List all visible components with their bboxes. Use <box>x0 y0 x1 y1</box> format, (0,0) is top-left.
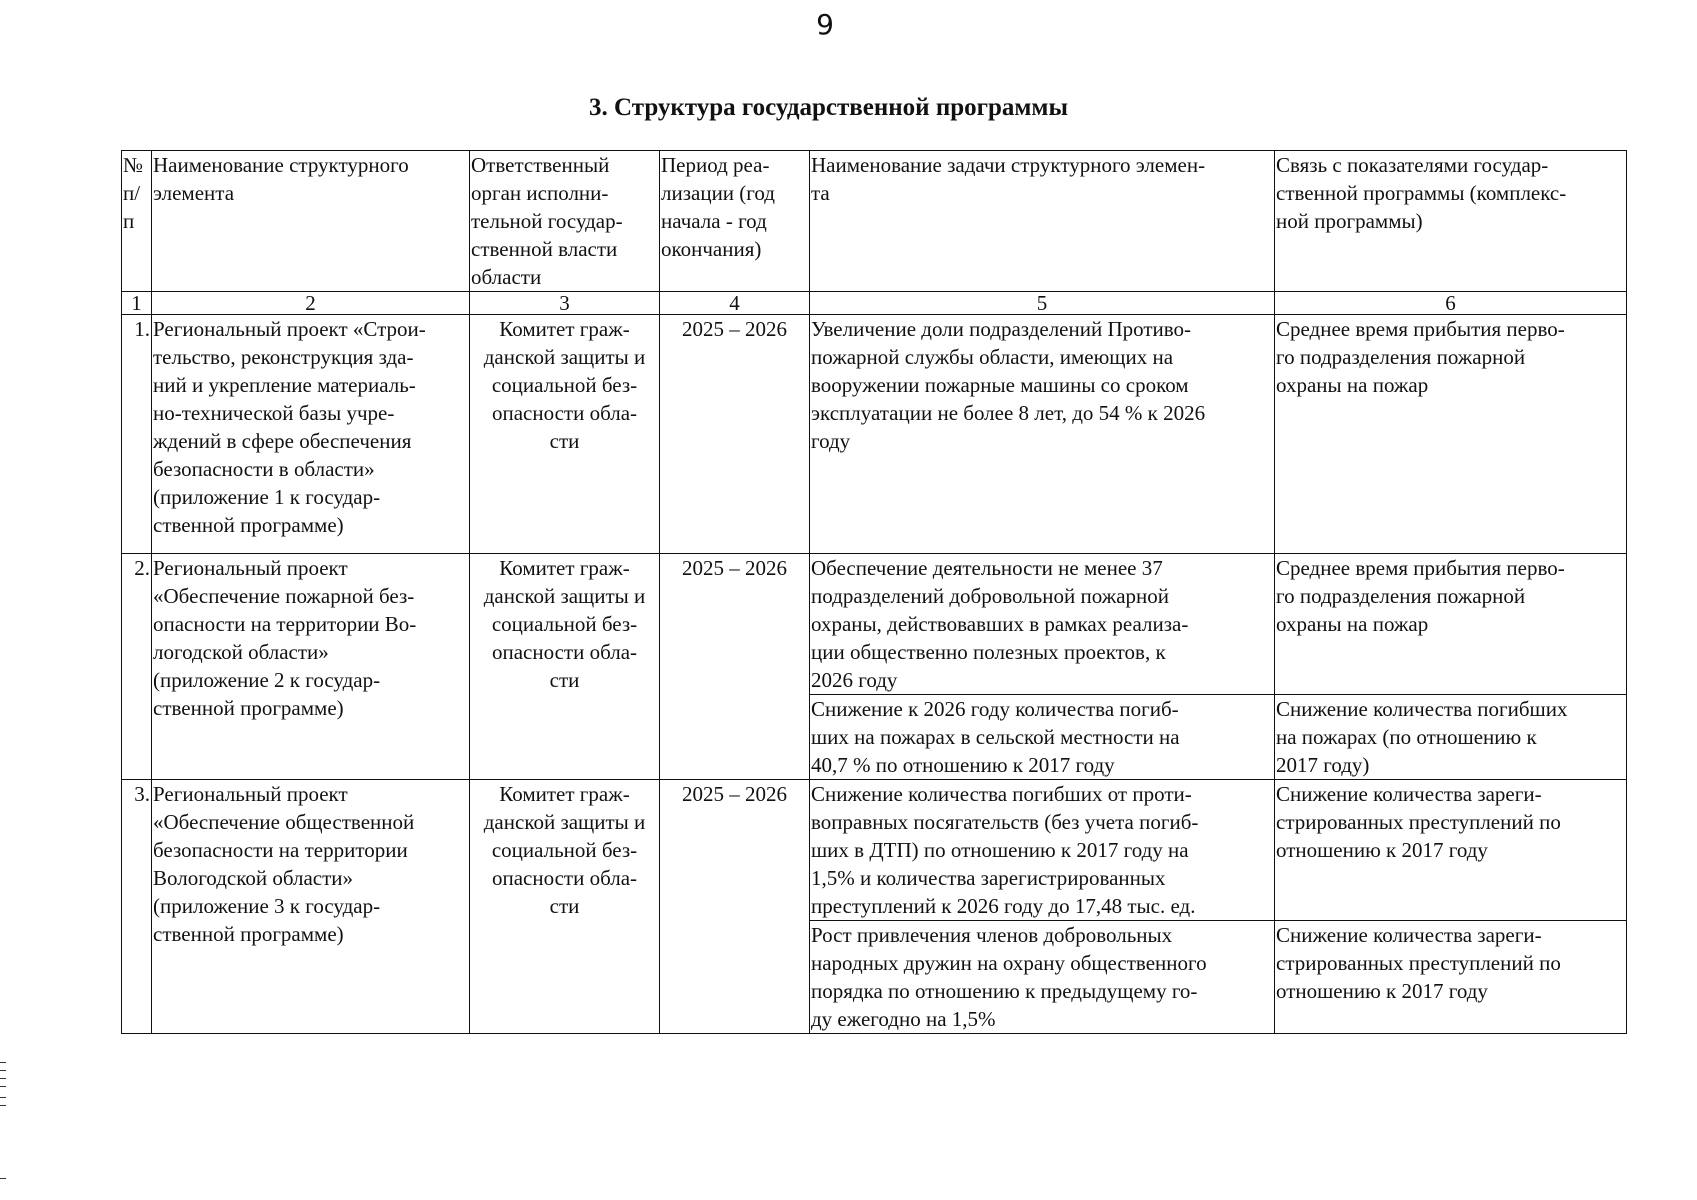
scan-edge-mark <box>0 1078 6 1079</box>
col-number-4: 4 <box>660 292 810 315</box>
scan-edge-mark <box>0 1062 6 1063</box>
task: Снижение к 2026 году количества погиб- ших на пожарах в сельской местности на 40,7 % по отношению к 2017 году <box>810 695 1275 780</box>
element-name: Региональный проект «Обеспечение общественной безопасности на территории Вологодской области» (приложение 3 к государ- ственной программе) <box>152 780 470 1034</box>
header-organ: Ответственный орган исполни- тельной государ- ственной власти области <box>470 151 660 292</box>
responsible-organ: Комитет граж- данской защиты и социальной без- опасности обла- сти <box>470 554 660 780</box>
element-name: Региональный проект «Обеспечение пожарной без- опасности на территории Во- логодской области» (приложение 2 к государ- ственной программе) <box>152 554 470 780</box>
col-number-6: 6 <box>1275 292 1627 315</box>
header-name: Наименование структурного элемента <box>152 151 470 292</box>
indicator-link: Среднее время прибытия перво- го подразделения пожарной охраны на пожар <box>1275 315 1627 554</box>
page-number: 9 <box>816 8 834 41</box>
table-row <box>122 554 1627 695</box>
task: Снижение количества погибших от проти- воправных посягательств (без учета погиб- ших в ДТП) по отношению к 2017 году на 1,5% и количества зарегистрированных преступлений к 2026 году до 17,48 тыс. ед. <box>810 780 1275 921</box>
header-link: Связь с показателями государ- ственной программы (комплекс- ной программы) <box>1275 151 1627 292</box>
indicator-link: Среднее время прибытия перво- го подразделения пожарной охраны на пожар <box>1275 554 1627 695</box>
header-task: Наименование задачи структурного элемен- та <box>810 151 1275 292</box>
element-name: Региональный проект «Строи- тельство, реконструкция зда- ний и укрепление материаль- но-технической базы учре- ждений в сфере обеспечения безопасности в области» (приложение 1 к государ- ственной программе) <box>152 315 470 554</box>
col-number-5: 5 <box>810 292 1275 315</box>
col-number-1: 1 <box>122 292 152 315</box>
row-number: 3. <box>122 780 152 1034</box>
scan-edge-mark <box>0 1178 6 1179</box>
period: 2025 – 2026 <box>660 554 810 780</box>
row-number: 1. <box>122 315 152 554</box>
section-title: 3. Структура государственной программы <box>589 94 1068 121</box>
header-num: № п/п <box>122 151 152 292</box>
header-period: Период реа- лизации (год начала - год окончания) <box>660 151 810 292</box>
scan-edge-mark <box>0 1105 6 1106</box>
scan-edge-mark <box>0 1097 6 1098</box>
column-number-row <box>122 292 1627 315</box>
indicator-link: Снижение количества зареги- стрированных преступлений по отношению к 2017 году <box>1275 921 1627 1034</box>
responsible-organ: Комитет граж- данской защиты и социальной без- опасности обла- сти <box>470 315 660 554</box>
task: Обеспечение деятельности не менее 37 подразделений добровольной пожарной охраны, действовавших в рамках реализа- ции общественно полезных проектов, к 2026 году <box>810 554 1275 695</box>
period: 2025 – 2026 <box>660 315 810 554</box>
indicator-link: Снижение количества зареги- стрированных преступлений по отношению к 2017 году <box>1275 780 1627 921</box>
period: 2025 – 2026 <box>660 780 810 1034</box>
scan-edge-mark <box>0 1086 6 1087</box>
col-number-3: 3 <box>470 292 660 315</box>
indicator-link: Снижение количества погибших на пожарах (по отношению к 2017 году) <box>1275 695 1627 780</box>
table-row <box>122 315 1627 554</box>
scan-edge-mark <box>0 1070 6 1071</box>
table-header-row <box>122 151 1627 292</box>
col-number-2: 2 <box>152 292 470 315</box>
structure-table <box>121 150 1627 1034</box>
responsible-organ: Комитет граж- данской защиты и социальной без- опасности обла- сти <box>470 780 660 1034</box>
task: Увеличение доли подразделений Противо- пожарной службы области, имеющих на вооружении пожарные машины со сроком эксплуатации не более 8 лет, до 54 % к 2026 году <box>810 315 1275 554</box>
row-number: 2. <box>122 554 152 780</box>
table-row <box>122 780 1627 921</box>
task: Рост привлечения членов добровольных народных дружин на охрану общественного порядка по отношению к предыдущему го- ду ежегодно на 1,5% <box>810 921 1275 1034</box>
